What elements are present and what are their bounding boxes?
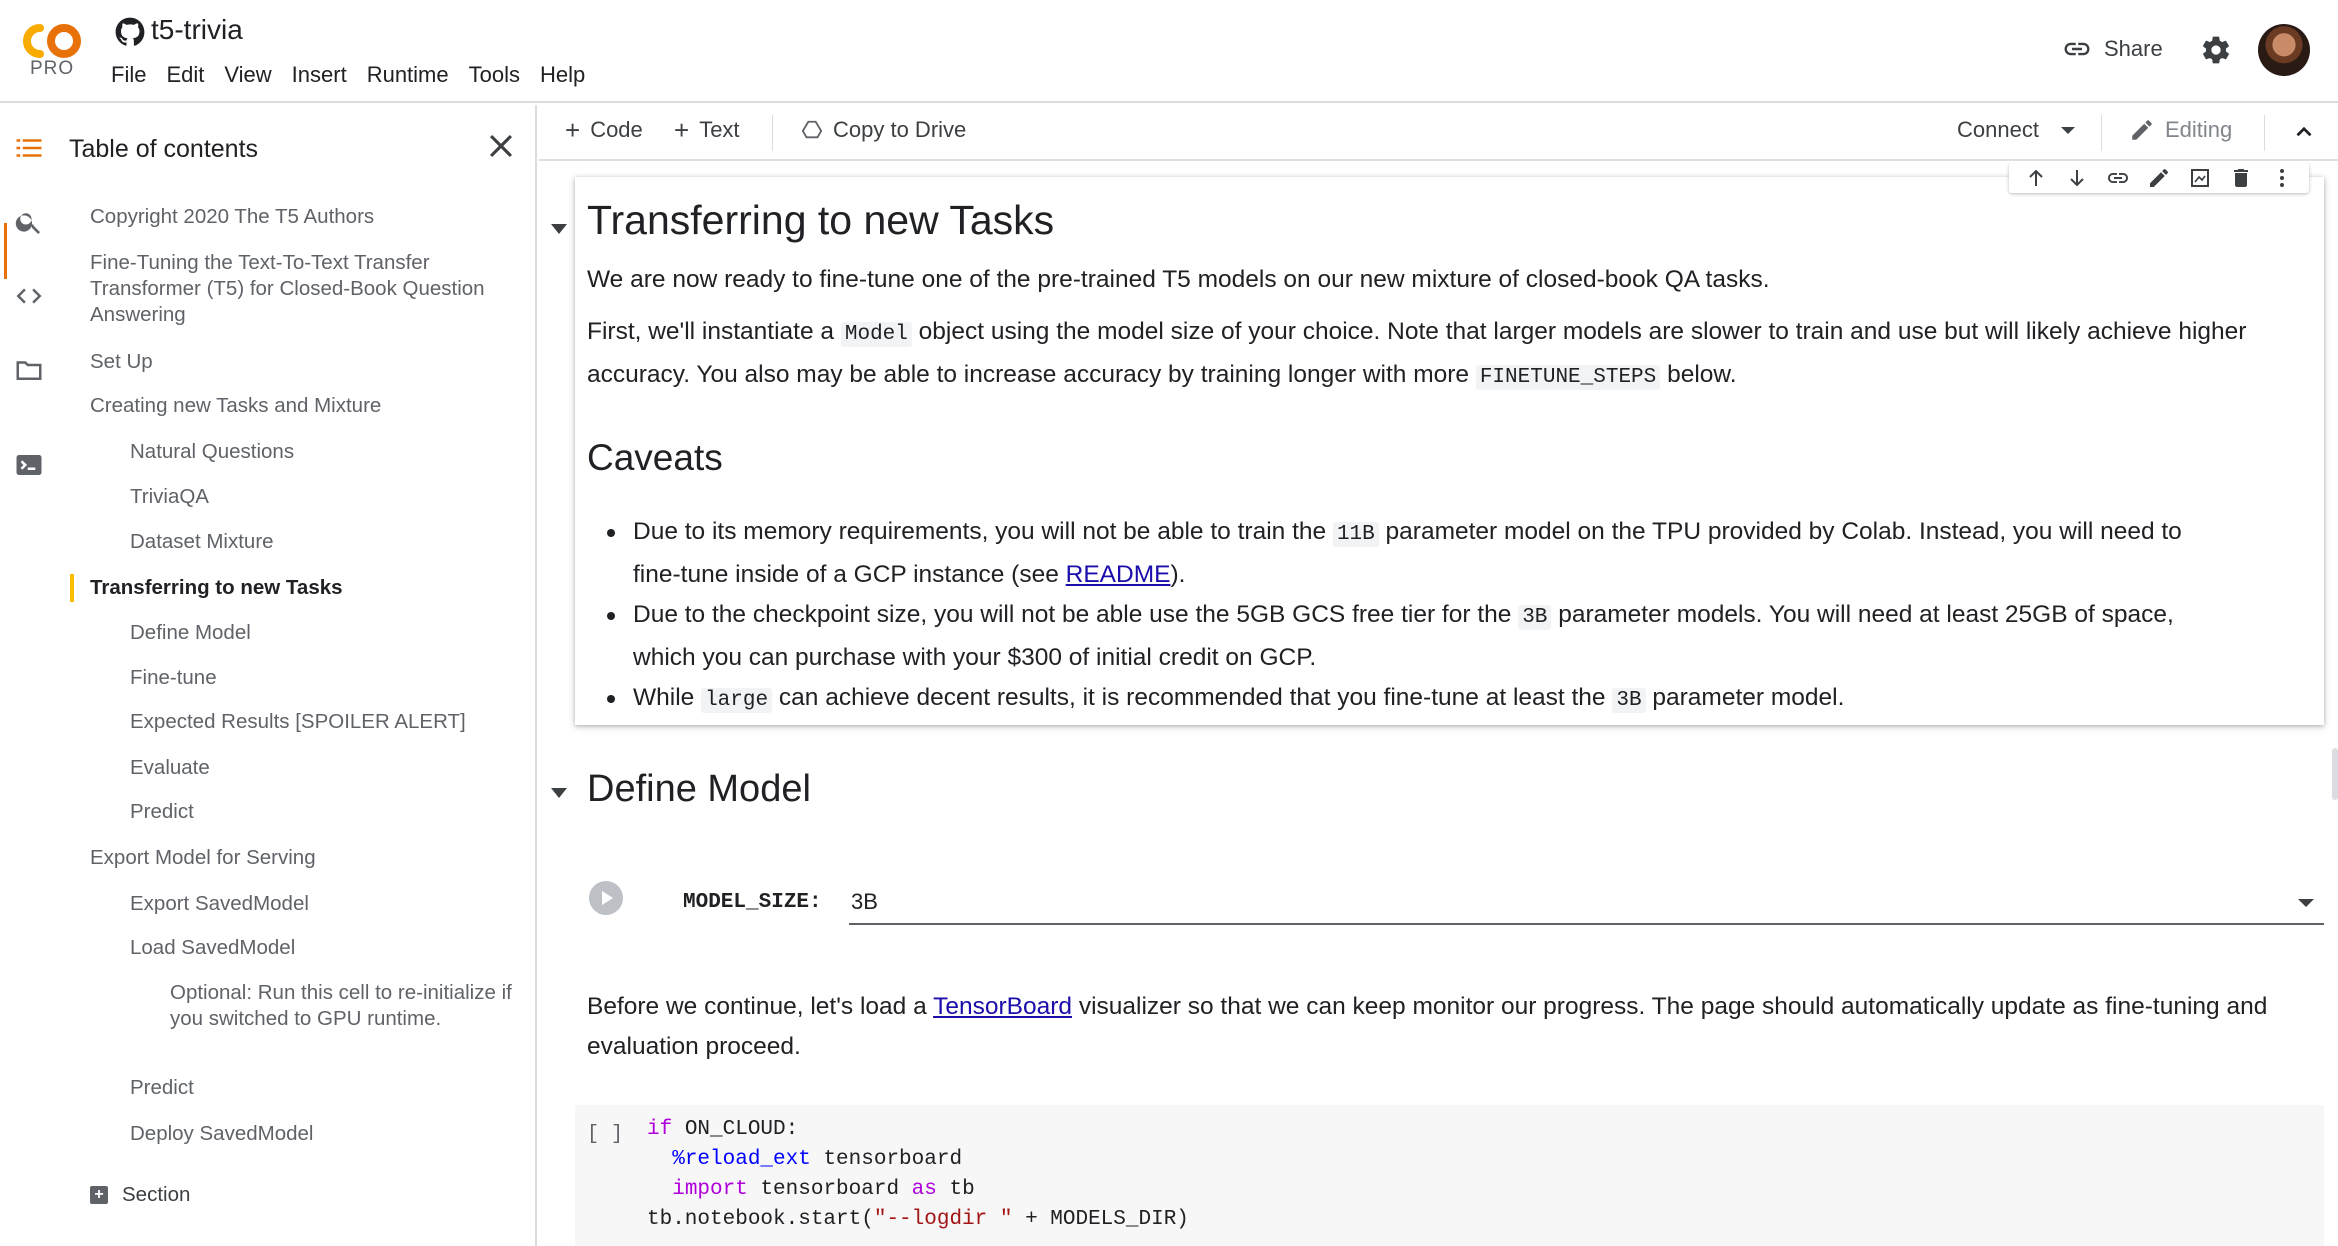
toc-active-indicator	[70, 574, 74, 602]
text-cell-transferring[interactable]	[575, 177, 2324, 725]
move-down-arrow-icon[interactable]	[2065, 166, 2089, 190]
paragraph-text: Before we continue, let's load a	[587, 993, 934, 1020]
notebook-title[interactable]: t5-trivia	[151, 14, 243, 45]
toc-item[interactable]: Optional: Run this cell to re-initialize if you switched to GPU runtime.	[170, 981, 512, 1030]
dropdown-arrow-icon	[2298, 899, 2314, 907]
model-size-select[interactable]	[849, 881, 2324, 925]
paragraph-text: visualizer so that we can keep monitor our progress. The page should automatically update as fine-tuning and evaluation proceed.	[587, 993, 2268, 1060]
toc-item[interactable]: Fine-tune	[130, 666, 217, 689]
menu-tools[interactable]: Tools	[468, 62, 520, 87]
link-icon	[2062, 34, 2092, 64]
toc-item[interactable]: Load SavedModel	[130, 936, 296, 959]
connect-label: Connect	[1957, 117, 2039, 142]
cell-paragraph	[587, 260, 2287, 300]
toc-item[interactable]: Copyright 2020 The T5 Authors	[90, 205, 375, 228]
code-line	[647, 1115, 1189, 1145]
close-icon[interactable]	[484, 129, 518, 163]
code-cell[interactable]	[575, 1105, 2324, 1246]
list-text: can achieve decent results, it is recommended that you fine-tune at least the	[772, 684, 1613, 711]
code-token: as	[911, 1178, 937, 1201]
code-token: if	[647, 1118, 673, 1141]
move-up-arrow-icon[interactable]	[2024, 166, 2048, 190]
menu-bar	[111, 62, 605, 88]
editing-label: Editing	[2165, 117, 2233, 142]
toc-item[interactable]: Fine-Tuning the Text-To-Text Transfer Transformer (T5) for Closed-Book Question Answering	[90, 251, 485, 326]
cell-action-toolbar	[2009, 163, 2309, 193]
toolbar-divider	[2264, 115, 2265, 151]
paragraph-text: First, we'll instantiate a	[587, 318, 841, 345]
list-text: parameter models. You will need at least 25GB of space, which you can purchase with your $300 of initial credit on GCP.	[633, 601, 2174, 671]
menu-insert[interactable]: Insert	[291, 62, 347, 87]
inline-code: 3B	[1612, 688, 1645, 713]
files-folder-icon[interactable]	[14, 355, 44, 385]
code-line	[647, 1205, 1189, 1235]
collapse-header-chevron-up-icon[interactable]	[2291, 119, 2317, 145]
inline-code: 11B	[1333, 522, 1379, 547]
toc-item[interactable]: TriviaQA	[130, 485, 209, 508]
toc-item[interactable]: Dataset Mixture	[130, 530, 274, 553]
toc-item[interactable]: Natural Questions	[130, 440, 295, 463]
collapse-section-arrow-icon[interactable]	[551, 224, 567, 234]
code-token: ON_CLOUD:	[672, 1118, 799, 1141]
paragraph-text: object using the model size of your choice. Note that larger models are slower to train and use but will likely achieve higher accuracy. You also may be able to increase accuracy by training longer with more	[587, 318, 2247, 388]
inline-code: 3B	[1518, 605, 1551, 630]
settings-gear-icon[interactable]	[2200, 34, 2232, 66]
toc-title: Table of contents	[69, 135, 259, 163]
app-header	[0, 0, 2338, 103]
toolbar-divider	[2101, 115, 2102, 151]
list-text: parameter model.	[1645, 684, 1845, 711]
list-text: While	[633, 684, 702, 711]
rail-active-indicator	[4, 223, 7, 279]
code-token: "--logdir "	[873, 1208, 1013, 1231]
code-token: + MODELS_DIR)	[1012, 1208, 1189, 1231]
table-of-contents-icon[interactable]	[14, 133, 44, 163]
plus-icon: +	[565, 115, 581, 145]
model-size-value: 3B	[851, 889, 878, 914]
caveats-list	[585, 512, 2205, 721]
link-icon[interactable]	[2106, 166, 2130, 190]
toolbar-divider	[772, 115, 773, 151]
cell-paragraph	[587, 312, 2287, 398]
pencil-icon	[2129, 117, 2155, 143]
copy-to-drive-label: Copy to Drive	[833, 117, 967, 142]
toc-item[interactable]: Predict	[130, 1076, 194, 1099]
list-item	[585, 678, 2205, 721]
toc-item[interactable]: Creating new Tasks and Mixture	[90, 394, 382, 417]
tensorboard-paragraph	[587, 987, 2287, 1067]
code-token: %reload_ext	[672, 1148, 811, 1171]
share-button[interactable]	[2062, 34, 2163, 64]
menu-help[interactable]: Help	[539, 62, 586, 87]
menu-runtime[interactable]: Runtime	[366, 62, 449, 87]
paragraph-text: below.	[1660, 361, 1737, 388]
mirror-cell-icon[interactable]	[2188, 166, 2212, 190]
define-model-heading: Define Model	[587, 768, 811, 810]
menu-file[interactable]: File	[111, 62, 147, 87]
toc-item[interactable]: Predict	[130, 800, 194, 823]
menu-edit[interactable]: Edit	[166, 62, 205, 87]
code-token: tensorboard	[810, 1148, 963, 1171]
drive-icon	[801, 119, 823, 141]
code-token: tensorboard	[747, 1178, 912, 1201]
scrollbar-thumb[interactable]	[2332, 748, 2338, 800]
connect-button[interactable]	[1957, 117, 2075, 143]
notebook-main	[539, 163, 2338, 1246]
toc-item-active[interactable]: Transferring to new Tasks	[90, 576, 343, 599]
github-icon	[115, 17, 145, 47]
execution-count[interactable]: [ ]	[587, 1123, 624, 1146]
run-cell-play-icon[interactable]	[588, 880, 624, 916]
code-token: import	[672, 1178, 748, 1201]
search-icon[interactable]	[14, 207, 44, 237]
copy-to-drive-button[interactable]	[801, 117, 966, 143]
share-label: Share	[2104, 36, 2163, 61]
tensorboard-link[interactable]: TensorBoard	[933, 993, 1073, 1020]
add-section-button[interactable]	[90, 1183, 190, 1207]
add-box-icon: +	[90, 1186, 108, 1204]
toc-item[interactable]: Deploy SavedModel	[130, 1122, 314, 1145]
terminal-icon[interactable]	[14, 450, 44, 480]
toc-item[interactable]: Export Model for Serving	[90, 846, 316, 869]
list-text: Due to its memory requirements, you will not be able to train the	[633, 518, 1333, 545]
add-code-button[interactable]	[565, 117, 643, 143]
toc-item[interactable]: Define Model	[130, 621, 251, 644]
pro-badge: PRO	[30, 58, 75, 79]
list-text: parameter model on the TPU provided by Colab. Instead, you will need to fine-tune inside of a GCP instance (see	[633, 518, 2182, 588]
code-line	[647, 1145, 1189, 1175]
toc-item[interactable]: Expected Results [SPOILER ALERT]	[130, 710, 466, 733]
toc-item[interactable]: Export SavedModel	[130, 892, 309, 915]
delete-trash-icon[interactable]	[2229, 166, 2253, 190]
list-item	[585, 512, 2205, 595]
toc-item[interactable]: Set Up	[90, 350, 153, 373]
notebook-toolbar	[539, 105, 2338, 161]
add-text-button[interactable]	[674, 117, 740, 143]
toc-item[interactable]: Evaluate	[130, 756, 210, 779]
section-label: Section	[122, 1183, 191, 1206]
plus-icon: +	[674, 115, 690, 145]
list-item	[585, 595, 2205, 678]
left-icon-rail	[0, 105, 58, 1246]
code-token: tb	[936, 1178, 975, 1201]
inline-code: FINETUNE_STEPS	[1476, 365, 1660, 390]
user-avatar[interactable]	[2258, 24, 2310, 76]
code-line	[647, 1175, 1189, 1205]
caveats-heading: Caveats	[587, 437, 723, 478]
cell-heading: Transferring to new Tasks	[587, 197, 1055, 243]
edit-pencil-icon[interactable]	[2147, 166, 2171, 190]
inline-code: Model	[841, 322, 912, 347]
more-vert-icon[interactable]	[2270, 166, 2294, 190]
code-editor[interactable]	[647, 1115, 1189, 1235]
readme-link[interactable]: README	[1065, 561, 1171, 588]
caret-down-icon	[2061, 127, 2075, 134]
paragraph-text: We are now ready to fine-tune one of the pre-trained T5 models on our new mixture of closed-book QA tasks.	[587, 266, 1770, 293]
code-token: tb.notebook.start(	[647, 1208, 874, 1231]
table-of-contents-panel	[58, 105, 537, 1246]
collapse-section-arrow-icon[interactable]	[551, 788, 567, 798]
list-text: ).	[1170, 561, 1186, 588]
add-code-label: Code	[590, 117, 643, 142]
model-size-label: MODEL_SIZE:	[683, 891, 822, 914]
inline-code: large	[701, 688, 772, 713]
list-text: Due to the checkpoint size, you will not be able use the 5GB GCS free tier for the	[633, 601, 1519, 628]
editing-mode-button[interactable]	[2129, 117, 2232, 143]
add-text-label: Text	[699, 117, 740, 142]
code-snippets-icon[interactable]	[14, 281, 44, 311]
menu-view[interactable]: View	[224, 62, 272, 87]
